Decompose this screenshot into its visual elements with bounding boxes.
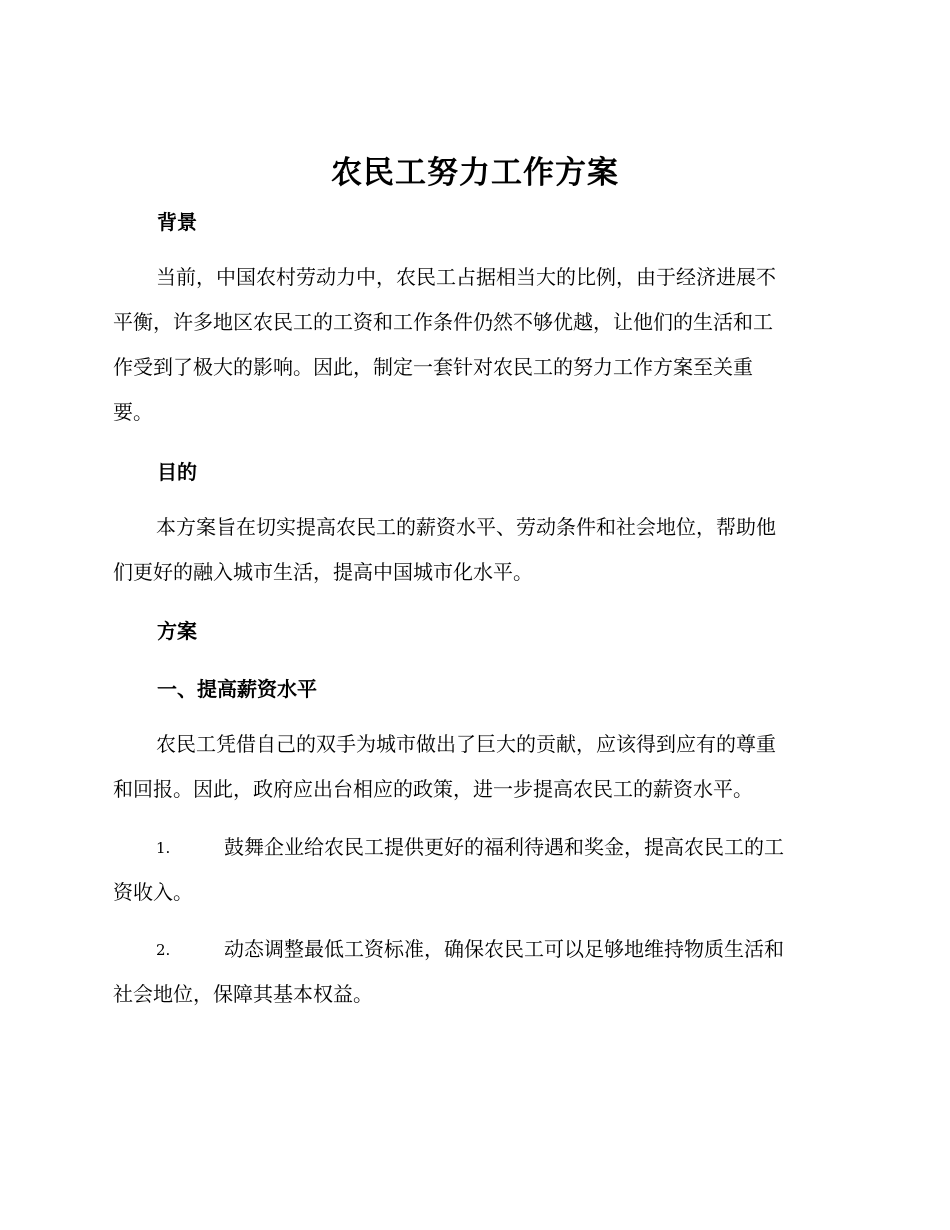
list-item-text: 资收入。 bbox=[113, 880, 193, 904]
list-item-number: 2. bbox=[156, 941, 171, 959]
document-title: 农民工努力工作方案 bbox=[331, 155, 619, 191]
paragraph-line: 和回报。因此，政府应出台相应的政策，进一步提高农民工的薪资水平。 bbox=[113, 777, 753, 801]
paragraph-line: 平衡，许多地区农民工的工资和工作条件仍然不够优越，让他们的生活和工 bbox=[113, 310, 773, 334]
list-item-2 bbox=[113, 927, 843, 1017]
list-item-text: 鼓舞企业给农民工提供更好的福利待遇和奖金，提高农民工的工 bbox=[224, 835, 784, 859]
list-item-text: 动态调整最低工资标准，确保农民工可以足够地维持物质生活和 bbox=[224, 937, 784, 961]
paragraph-background bbox=[113, 255, 843, 435]
heading-purpose: 目的 bbox=[157, 460, 197, 484]
paragraph-line: 要。 bbox=[113, 400, 153, 424]
paragraph-line: 当前，中国农村劳动力中，农民工占据相当大的比例，由于经济进展不 bbox=[156, 265, 776, 289]
heading-background: 背景 bbox=[157, 210, 197, 234]
paragraph-line: 农民工凭借自己的双手为城市做出了巨大的贡献，应该得到应有的尊重 bbox=[156, 732, 776, 756]
list-item-number: 1. bbox=[156, 839, 171, 857]
paragraph-section-1 bbox=[113, 722, 843, 812]
paragraph-line: 本方案旨在切实提高农民工的薪资水平、劳动条件和社会地位，帮助他 bbox=[156, 515, 776, 539]
list-item-text: 社会地位，保障其基本权益。 bbox=[113, 982, 373, 1006]
heading-section-1: 一、提高薪资水平 bbox=[157, 677, 317, 701]
paragraph-line: 作受到了极大的影响。因此，制定一套针对农民工的努力工作方案至关重 bbox=[113, 355, 753, 379]
paragraph-purpose bbox=[113, 505, 843, 595]
heading-plan: 方案 bbox=[157, 619, 197, 643]
list-item-1 bbox=[113, 825, 843, 915]
paragraph-line: 们更好的融入城市生活，提高中国城市化水平。 bbox=[113, 560, 533, 584]
